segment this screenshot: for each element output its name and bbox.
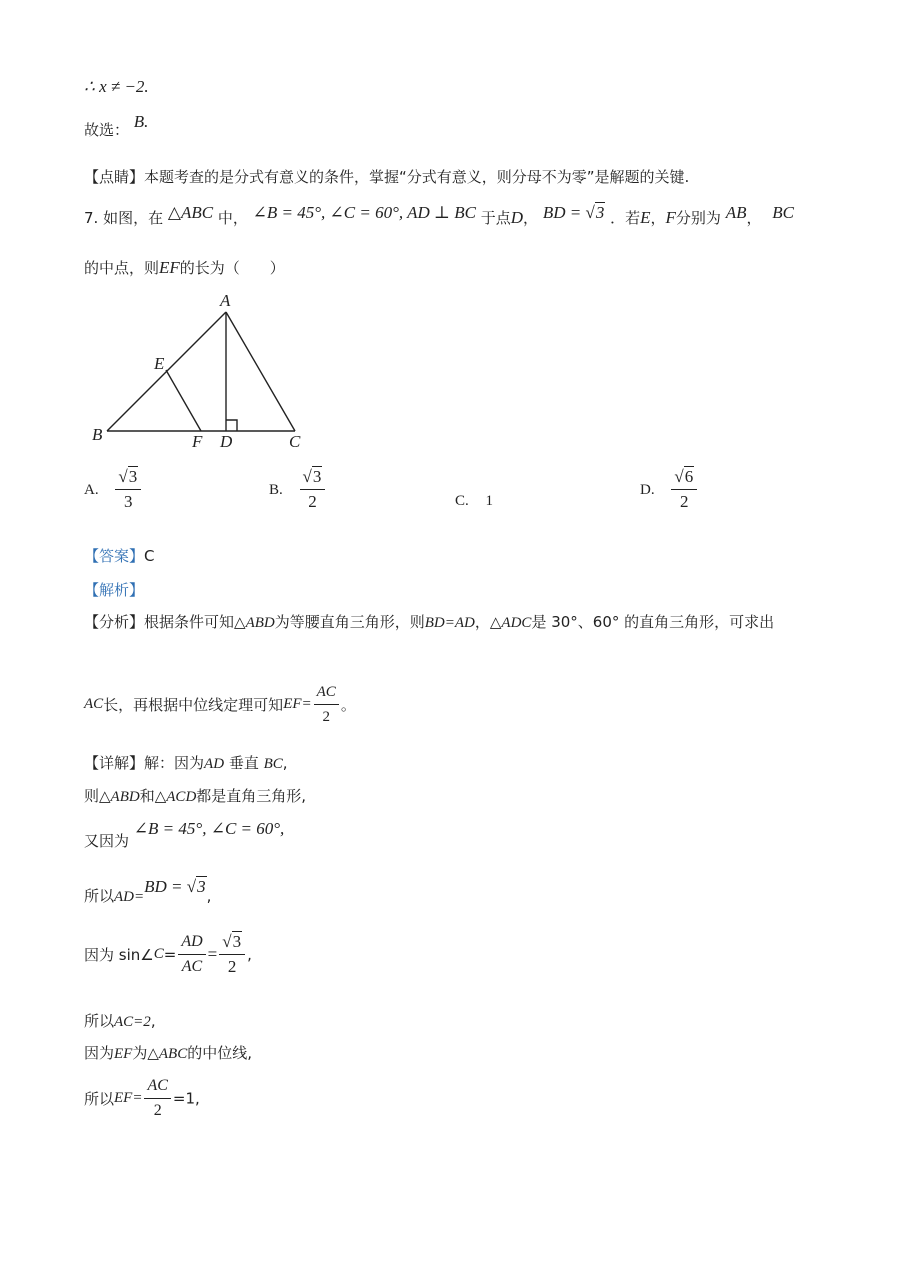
d5-num: AD: [178, 932, 205, 955]
seg-ac: AC: [84, 696, 104, 712]
answer-line: [84, 546, 155, 566]
comment-tag: 【点睛】: [84, 168, 145, 186]
option-d-num: √6: [671, 467, 697, 490]
option-b-num: √3: [300, 467, 326, 490]
detail-line-7: [84, 1043, 252, 1064]
analysis-t2: 为等腰直角三角形，则: [274, 613, 425, 631]
point-d: D: [510, 208, 524, 227]
d5-sqrt3-2: [219, 932, 245, 977]
d1-b: 垂直: [228, 754, 259, 772]
d8-end: =1,: [172, 1089, 200, 1108]
d7-c: 的中位线,: [187, 1044, 253, 1062]
option-c[interactable]: [455, 490, 493, 511]
triangle-abc: △ABC: [167, 203, 214, 222]
segment-ef: EF: [159, 258, 180, 277]
d7-ef: EF: [114, 1046, 133, 1062]
q2-text-b: 的长为（ ）: [179, 259, 285, 277]
d7-b: 为: [132, 1044, 148, 1062]
ac-over-2: [314, 682, 339, 727]
analysis-t4: 是 30°、60° 的直角三角形，可求出: [531, 613, 775, 631]
option-d[interactable]: [640, 467, 699, 512]
analysis-t6: 。: [340, 696, 356, 714]
sqrt-3: √3: [585, 203, 605, 222]
option-c-value: 1: [485, 493, 494, 509]
d8-a: 所以: [84, 1090, 115, 1108]
label-e: E: [154, 354, 165, 373]
d5-end: ,: [247, 945, 252, 964]
option-d-value: [671, 467, 697, 512]
detail-line-8: [84, 1076, 200, 1121]
choose-label: 故选：: [84, 121, 130, 139]
option-a[interactable]: [84, 467, 143, 512]
d3-angles: ∠B = 45°, ∠C = 60°,: [133, 819, 285, 838]
analysis-line-1: [84, 612, 774, 633]
triangle-figure: [90, 290, 330, 460]
d2-abd: △ABD: [99, 789, 140, 805]
label-c: C: [289, 432, 301, 451]
d8-num: AC: [144, 1076, 170, 1099]
d5-c: C: [153, 946, 164, 962]
d5-ad-ac: [178, 932, 205, 977]
detail-line-6: [84, 1011, 156, 1032]
d4-sqrt: √3: [186, 877, 206, 896]
sqrt-radicand: 3: [595, 203, 605, 222]
option-b-radicand: 3: [312, 467, 322, 486]
frac-num: AC: [314, 682, 339, 705]
d1-a: 解：因为: [144, 754, 205, 772]
question-line-1: 7. 如图，在 △ABC 中， ∠B = 45°, ∠C = 60°, AD ⊥ BC 于点D， BD = √3 ．若E，F分别为 AB， BC: [84, 203, 795, 227]
option-a-num: √3: [115, 467, 141, 490]
tri-adc: △ADC: [489, 615, 532, 631]
q2-text-a: 的中点，则: [84, 259, 160, 277]
ef-eq: EF=: [283, 696, 312, 712]
detail-tag: 【详解】: [84, 754, 145, 772]
label-f: F: [192, 432, 203, 451]
option-d-den: 2: [680, 492, 689, 511]
label-d: D: [220, 432, 233, 451]
label-b: B: [92, 425, 103, 444]
choose-value: B.: [133, 112, 149, 131]
d5-sqrt-num: √3: [219, 932, 245, 955]
comment-text: 本题考查的是分式有意义的条件，掌握“分式有意义，则分母不为零”是解题的关键.: [144, 168, 690, 186]
d8-ac-over-2: [144, 1076, 170, 1121]
d7-abc: △ABC: [147, 1046, 188, 1062]
d8-den: 2: [153, 1102, 162, 1119]
option-d-radicand: 6: [684, 467, 694, 486]
option-b-label: B.: [269, 482, 283, 498]
option-a-radicand: 3: [128, 467, 138, 486]
d4-ad: AD=: [114, 889, 145, 905]
angle-conditions: ∠B = 45°, ∠C = 60°, AD ⊥ BC: [252, 203, 476, 222]
tri-abd: △ABD: [234, 615, 275, 631]
d6-a: 所以: [84, 1012, 115, 1030]
d5-eq: =: [163, 945, 177, 964]
side-ac: [226, 312, 295, 431]
option-a-den: 3: [124, 492, 133, 511]
resp-text: 分别为: [675, 209, 721, 227]
answer-tag: 【答案】: [84, 547, 145, 565]
detail-line-2: [84, 786, 306, 807]
analysis-t5: 长，再根据中位线定理可知: [103, 696, 284, 714]
option-a-label: A.: [84, 482, 99, 498]
d6-end: ,: [150, 1012, 156, 1030]
d7-a: 因为: [84, 1044, 115, 1062]
detail-line-1: [84, 753, 288, 774]
d4-bd-sqrt: [144, 877, 206, 896]
label-a: A: [220, 291, 231, 310]
bd-eq-ad: BD=AD: [424, 615, 475, 631]
option-a-value: [115, 467, 141, 512]
point-f: F: [665, 208, 676, 227]
analysis-line-2: [84, 682, 356, 727]
question-in: 中，: [217, 209, 248, 227]
point-e: E: [640, 208, 651, 227]
comment-line: [84, 167, 689, 187]
d1-bc: BC: [263, 756, 283, 772]
d5-den: AC: [181, 958, 203, 975]
d2-b: 和: [139, 787, 155, 805]
detail-line-5: [84, 932, 252, 977]
d4-radicand: 3: [197, 877, 206, 896]
at-point-text: 于点: [480, 209, 511, 227]
analysis-tag: 【解析】: [84, 581, 145, 599]
answer-value: C: [144, 547, 155, 565]
frac-den: 2: [322, 709, 330, 725]
bd-eq: BD =: [542, 203, 586, 222]
analysis-t3: ，: [474, 613, 490, 631]
d5-a: 因为 sin∠: [84, 946, 154, 964]
detail-line-4: [84, 877, 212, 907]
right-angle-mark: [226, 420, 237, 431]
option-b-den: 2: [308, 492, 317, 511]
d5-den2: 2: [227, 957, 237, 976]
segment-bc: BC: [772, 203, 795, 222]
d3-a: 又因为: [84, 832, 130, 850]
analysis-subtag: 【分析】: [84, 613, 145, 631]
choose-line: [84, 112, 149, 140]
d4-bd: BD =: [144, 877, 187, 896]
segment-ab: AB: [725, 203, 747, 222]
if-text: ．若: [610, 209, 641, 227]
question-line-2: [84, 258, 285, 278]
d1-ad: AD: [204, 756, 225, 772]
d5-radicand: 3: [232, 932, 242, 951]
option-d-label: D.: [640, 482, 655, 498]
d2-a: 则: [84, 787, 100, 805]
option-b-value: [300, 467, 326, 512]
detail-line-3: [84, 819, 285, 851]
d2-acd: △ACD: [154, 789, 197, 805]
analysis-t1: 根据条件可知: [144, 613, 235, 631]
midline-ef: [166, 370, 201, 431]
comma: ，: [523, 209, 539, 227]
d4-c: ,: [206, 887, 212, 905]
d8-ef: EF=: [114, 1090, 143, 1106]
bd-equation: [543, 203, 605, 222]
d2-c: 都是直角三角形,: [196, 787, 307, 805]
option-c-label: C.: [455, 493, 469, 509]
d5-eq2: =: [207, 944, 218, 964]
d4-a: 所以: [84, 887, 115, 905]
d6-expr: AC=2: [114, 1014, 151, 1030]
option-b[interactable]: [269, 467, 327, 512]
question-lead: 7. 如图，在: [84, 209, 164, 227]
therefore-line: ∴ x ≠ −2.: [84, 77, 149, 96]
d1-c: ,: [282, 754, 288, 772]
